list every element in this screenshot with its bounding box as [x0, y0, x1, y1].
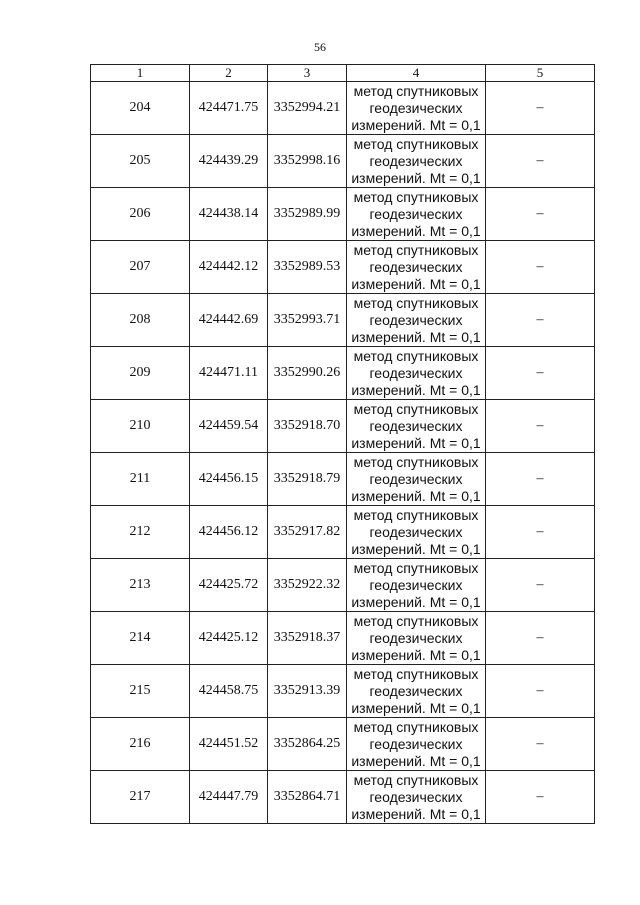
method-line: геодезических — [369, 682, 463, 699]
table-header-row — [91, 65, 595, 82]
table-row — [91, 135, 595, 188]
note-cell: – — [486, 241, 595, 294]
method-cell — [347, 453, 486, 506]
method-cell — [347, 665, 486, 718]
method-line: измерений. Mt = 0,1 — [351, 540, 481, 557]
note-cell: – — [486, 347, 595, 400]
point-number-cell: 214 — [91, 612, 190, 665]
method-line: метод спутниковых — [353, 294, 479, 311]
method-line: измерений. Mt = 0,1 — [351, 116, 481, 133]
point-number-cell: 215 — [91, 665, 190, 718]
point-number-cell: 217 — [91, 771, 190, 824]
point-number-cell: 210 — [91, 400, 190, 453]
method-line: геодезических — [369, 152, 463, 169]
point-number-cell: 211 — [91, 453, 190, 506]
y-coordinate-cell: 3352990.26 — [268, 347, 347, 400]
table-row — [91, 718, 595, 771]
method-line: метод спутниковых — [353, 771, 479, 788]
x-coordinate-cell: 424442.12 — [190, 241, 268, 294]
note-cell: – — [486, 506, 595, 559]
method-line: метод спутниковых — [353, 400, 479, 417]
column-header: 5 — [486, 65, 595, 82]
note-cell: – — [486, 771, 595, 824]
method-line: геодезических — [369, 364, 463, 381]
note-cell: – — [486, 135, 595, 188]
x-coordinate-cell: 424456.12 — [190, 506, 268, 559]
method-line: геодезических — [369, 205, 463, 222]
note-cell: – — [486, 188, 595, 241]
y-coordinate-cell: 3352913.39 — [268, 665, 347, 718]
method-line: метод спутниковых — [353, 612, 479, 629]
method-line: геодезических — [369, 629, 463, 646]
point-number-cell: 212 — [91, 506, 190, 559]
point-number-cell: 209 — [91, 347, 190, 400]
method-line: метод спутниковых — [353, 665, 479, 682]
table-row — [91, 506, 595, 559]
column-header: 1 — [91, 65, 190, 82]
method-line: измерений. Mt = 0,1 — [351, 487, 481, 504]
method-line: геодезических — [369, 735, 463, 752]
method-line: геодезических — [369, 470, 463, 487]
x-coordinate-cell: 424471.75 — [190, 82, 268, 135]
method-line: измерений. Mt = 0,1 — [351, 646, 481, 663]
y-coordinate-cell: 3352993.71 — [268, 294, 347, 347]
y-coordinate-cell: 3352918.37 — [268, 612, 347, 665]
method-line: геодезических — [369, 258, 463, 275]
table-row — [91, 665, 595, 718]
method-line: метод спутниковых — [353, 82, 479, 99]
method-cell — [347, 506, 486, 559]
y-coordinate-cell: 3352994.21 — [268, 82, 347, 135]
method-cell — [347, 241, 486, 294]
method-line: метод спутниковых — [353, 241, 479, 258]
method-line: метод спутниковых — [353, 559, 479, 576]
x-coordinate-cell: 424471.11 — [190, 347, 268, 400]
point-number-cell: 204 — [91, 82, 190, 135]
method-line: измерений. Mt = 0,1 — [351, 752, 481, 769]
x-coordinate-cell: 424456.15 — [190, 453, 268, 506]
point-number-cell: 208 — [91, 294, 190, 347]
x-coordinate-cell: 424442.69 — [190, 294, 268, 347]
y-coordinate-cell: 3352989.53 — [268, 241, 347, 294]
method-line: метод спутниковых — [353, 718, 479, 735]
method-line: геодезических — [369, 99, 463, 116]
method-cell — [347, 347, 486, 400]
note-cell: – — [486, 400, 595, 453]
method-line: метод спутниковых — [353, 347, 479, 364]
y-coordinate-cell: 3352917.82 — [268, 506, 347, 559]
method-line: метод спутниковых — [353, 188, 479, 205]
table-row — [91, 453, 595, 506]
method-cell — [347, 718, 486, 771]
x-coordinate-cell: 424458.75 — [190, 665, 268, 718]
x-coordinate-cell: 424425.72 — [190, 559, 268, 612]
method-cell — [347, 188, 486, 241]
y-coordinate-cell: 3352864.25 — [268, 718, 347, 771]
x-coordinate-cell: 424438.14 — [190, 188, 268, 241]
y-coordinate-cell: 3352998.16 — [268, 135, 347, 188]
method-line: измерений. Mt = 0,1 — [351, 699, 481, 716]
table-row — [91, 559, 595, 612]
page-number: 56 — [314, 40, 326, 54]
note-cell: – — [486, 612, 595, 665]
method-line: измерений. Mt = 0,1 — [351, 169, 481, 186]
coordinates-table — [90, 64, 595, 824]
method-line: измерений. Mt = 0,1 — [351, 593, 481, 610]
y-coordinate-cell: 3352989.99 — [268, 188, 347, 241]
y-coordinate-cell: 3352922.32 — [268, 559, 347, 612]
method-cell — [347, 400, 486, 453]
column-header: 3 — [268, 65, 347, 82]
method-line: геодезических — [369, 788, 463, 805]
method-line: измерений. Mt = 0,1 — [351, 434, 481, 451]
table-row — [91, 771, 595, 824]
point-number-cell: 213 — [91, 559, 190, 612]
method-cell — [347, 612, 486, 665]
method-cell — [347, 135, 486, 188]
point-number-cell: 207 — [91, 241, 190, 294]
table-row — [91, 400, 595, 453]
method-line: геодезических — [369, 417, 463, 434]
method-line: геодезических — [369, 311, 463, 328]
x-coordinate-cell: 424447.79 — [190, 771, 268, 824]
table-row — [91, 82, 595, 135]
table-row — [91, 188, 595, 241]
column-header: 4 — [347, 65, 486, 82]
note-cell: – — [486, 718, 595, 771]
x-coordinate-cell: 424425.12 — [190, 612, 268, 665]
note-cell: – — [486, 453, 595, 506]
note-cell: – — [486, 559, 595, 612]
method-line: измерений. Mt = 0,1 — [351, 222, 481, 239]
method-line: измерений. Mt = 0,1 — [351, 275, 481, 292]
method-line: геодезических — [369, 576, 463, 593]
method-line: измерений. Mt = 0,1 — [351, 381, 481, 398]
table-row — [91, 347, 595, 400]
x-coordinate-cell: 424459.54 — [190, 400, 268, 453]
table-row — [91, 612, 595, 665]
method-line: метод спутниковых — [353, 506, 479, 523]
column-header: 2 — [190, 65, 268, 82]
method-line: геодезических — [369, 523, 463, 540]
method-line: метод спутниковых — [353, 135, 479, 152]
method-line: метод спутниковых — [353, 453, 479, 470]
x-coordinate-cell: 424439.29 — [190, 135, 268, 188]
point-number-cell: 205 — [91, 135, 190, 188]
note-cell: – — [486, 82, 595, 135]
method-line: измерений. Mt = 0,1 — [351, 328, 481, 345]
x-coordinate-cell: 424451.52 — [190, 718, 268, 771]
point-number-cell: 216 — [91, 718, 190, 771]
y-coordinate-cell: 3352918.70 — [268, 400, 347, 453]
y-coordinate-cell: 3352864.71 — [268, 771, 347, 824]
table-row — [91, 294, 595, 347]
table-row — [91, 241, 595, 294]
note-cell: – — [486, 294, 595, 347]
y-coordinate-cell: 3352918.79 — [268, 453, 347, 506]
table-body — [91, 82, 595, 824]
note-cell: – — [486, 665, 595, 718]
method-cell — [347, 82, 486, 135]
method-cell — [347, 294, 486, 347]
point-number-cell: 206 — [91, 188, 190, 241]
method-cell — [347, 771, 486, 824]
method-line: измерений. Mt = 0,1 — [351, 805, 481, 822]
method-cell — [347, 559, 486, 612]
